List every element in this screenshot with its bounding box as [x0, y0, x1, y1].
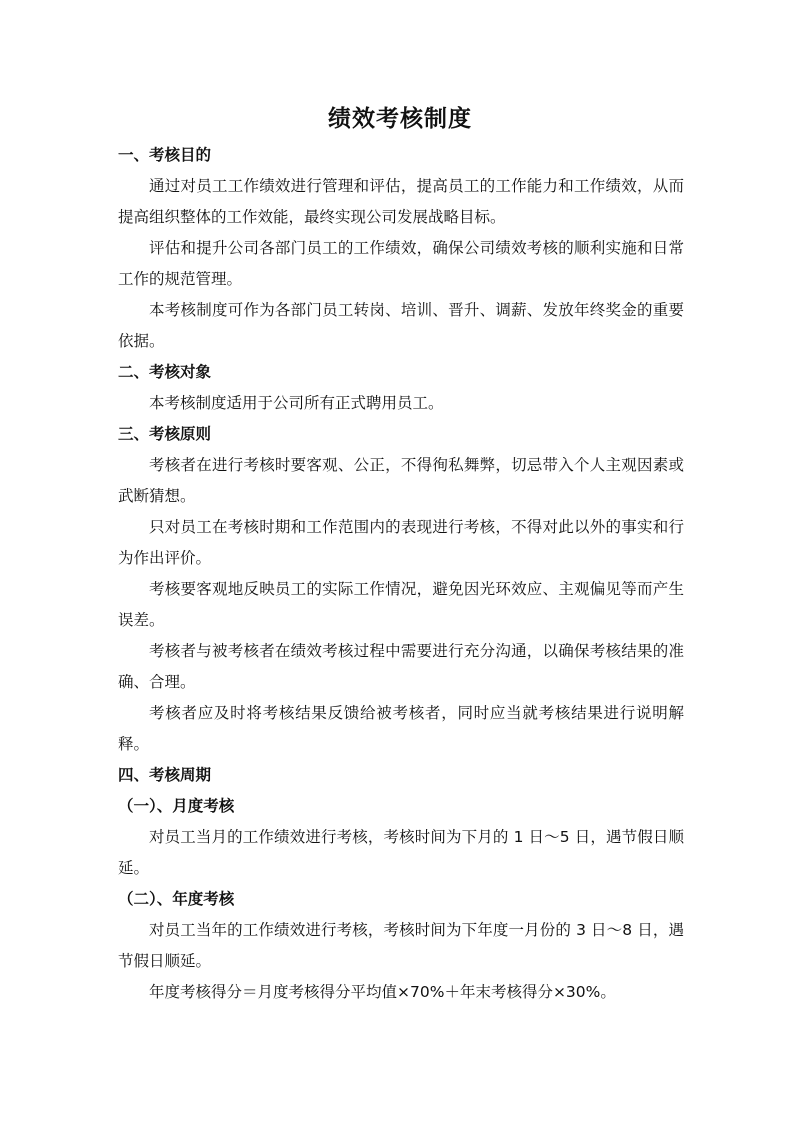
principles-paragraph-5: 考核者应及时将考核结果反馈给被考核者，同时应当就考核结果进行说明解释。 [118, 704, 684, 753]
target-paragraph-1: 本考核制度适用于公司所有正式聘用员工。 [149, 394, 444, 412]
subheading-monthly: （一）、月度考核 [118, 797, 235, 815]
monthly-paragraph-1: 对员工当月的工作绩效进行考核，考核时间为下月的 1 日～5 日，遇节假日顺延。 [118, 828, 684, 877]
annual-paragraph-2: 年度考核得分＝月度考核得分平均值×70%＋年末考核得分×30%。 [149, 983, 616, 1001]
subheading-annual: （二）、年度考核 [118, 890, 235, 908]
section-heading-purpose: 一、考核目的 [118, 146, 212, 164]
document-body [118, 140, 684, 1008]
document-title: 绩效考核制度 [328, 106, 472, 132]
section-heading-target: 二、考核对象 [118, 363, 212, 381]
principles-paragraph-4: 考核者与被考核者在绩效考核过程中需要进行充分沟通，以确保考核结果的准确、合理。 [118, 642, 684, 691]
annual-paragraph-1: 对员工当年的工作绩效进行考核，考核时间为下年度一月份的 3 日～8 日，遇节假日顺延。 [118, 921, 684, 970]
principles-paragraph-1: 考核者在进行考核时要客观、公正，不得徇私舞弊，切忌带入个人主观因素或武断猜想。 [118, 456, 684, 505]
principles-paragraph-2: 只对员工在考核时期和工作范围内的表现进行考核，不得对此以外的事实和行为作出评价。 [118, 518, 684, 567]
purpose-paragraph-2: 评估和提升公司各部门员工的工作绩效，确保公司绩效考核的顺利实施和日常工作的规范管理。 [118, 239, 684, 288]
purpose-paragraph-1: 通过对员工工作绩效进行管理和评估，提高员工的工作能力和工作绩效，从而提高组织整体的工作效能，最终实现公司发展战略目标。 [118, 177, 684, 226]
section-heading-principles: 三、考核原则 [118, 425, 212, 443]
purpose-paragraph-3: 本考核制度可作为各部门员工转岗、培训、晋升、调薪、发放年终奖金的重要依据。 [118, 301, 684, 350]
section-heading-cycle: 四、考核周期 [118, 766, 212, 784]
principles-paragraph-3: 考核要客观地反映员工的实际工作情况，避免因光环效应、主观偏见等而产生误差。 [118, 580, 684, 629]
